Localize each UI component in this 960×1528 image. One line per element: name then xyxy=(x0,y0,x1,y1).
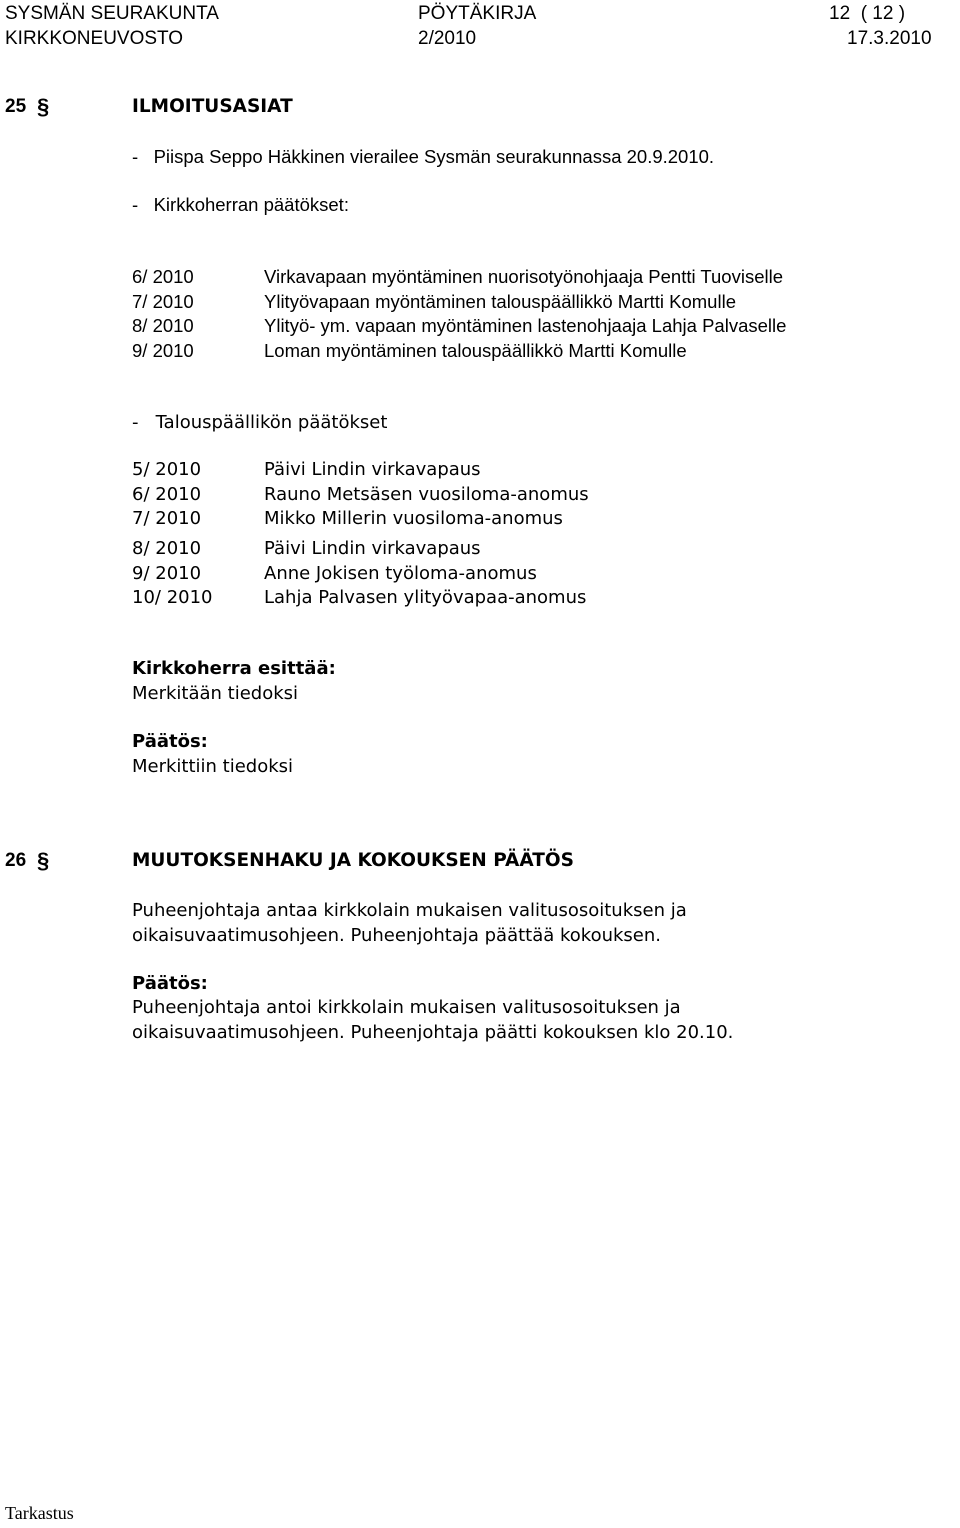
header-body: KIRKKONEUVOSTO xyxy=(5,28,184,49)
decision-number: 6/ 2010 xyxy=(132,266,194,287)
decision-number: 7/ 2010 xyxy=(132,508,202,529)
closing-decision-line-2: oikaisuvaatimusohjeen. Puheenjohtaja päätti kokouksen klo 20.10. xyxy=(132,1022,734,1043)
finance-decisions-list-b xyxy=(132,537,932,611)
decision-text: Mikko Millerin vuosiloma-anomus xyxy=(264,508,563,529)
decision-number: 5/ 2010 xyxy=(132,459,202,480)
decision-text: Loman myöntäminen talouspäällikkö Martti Komulle xyxy=(264,339,687,361)
decision-text: Ylityö- ym. vapaan myöntäminen lastenohjaaja Lahja Palvaselle xyxy=(264,315,787,336)
decision-text: Päivi Lindin virkavapaus xyxy=(264,538,481,559)
section-26-title: MUUTOKSENHAKU JA KOKOUKSEN PÄÄTÖS xyxy=(132,850,574,871)
announcement-finance-decisions-heading: - Talouspäällikön päätökset xyxy=(132,412,388,433)
list-item xyxy=(132,314,932,339)
decision-number: 8/ 2010 xyxy=(132,315,194,336)
list-item xyxy=(132,458,932,483)
list-item xyxy=(132,507,932,532)
decision-number: 9/ 2010 xyxy=(132,562,202,584)
decision-text: Lahja Palvasen ylityövapaa-anomus xyxy=(264,587,587,608)
list-item xyxy=(132,265,932,290)
decision-number: 8/ 2010 xyxy=(132,538,202,559)
announcement-vicar-decisions-heading: - Kirkkoherran päätökset: xyxy=(132,194,349,215)
section-26-symbol: § xyxy=(37,848,50,873)
list-item xyxy=(132,586,932,611)
closing-decision-line-1: Puheenjohtaja antoi kirkkolain mukaisen valitusosoituksen ja xyxy=(132,997,681,1018)
section-25-title: ILMOITUSASIAT xyxy=(132,96,293,117)
header-doc-type: PÖYTÄKIRJA xyxy=(418,3,537,24)
announcement-bishop-visit: - Piispa Seppo Häkkinen vierailee Sysmän seurakunnassa 20.9.2010. xyxy=(132,146,715,167)
proposal-text: Merkitään tiedoksi xyxy=(132,683,299,704)
section-25-symbol: § xyxy=(37,94,50,119)
header-date: 17.3.2010 xyxy=(847,28,932,49)
decision-text: Anne Jokisen työloma-anomus xyxy=(264,562,537,584)
decision-text: Rauno Metsäsen vuosiloma-anomus xyxy=(264,483,589,505)
list-item xyxy=(132,339,932,364)
proposal-label: Kirkkoherra esittää: xyxy=(132,658,336,679)
list-item xyxy=(132,537,932,562)
vicar-decisions-list xyxy=(132,265,932,363)
finance-decisions-list-a xyxy=(132,458,932,532)
header-page-number: 12 ( 12 ) xyxy=(829,3,906,24)
decision-text: Virkavapaan myöntäminen nuorisotyönohjaaja Pentti Tuoviselle xyxy=(264,266,784,287)
appeal-text-line-1: Puheenjohtaja antaa kirkkolain mukaisen valitusosoituksen ja xyxy=(132,900,687,921)
decision-number: 6/ 2010 xyxy=(132,483,202,505)
section-25-number: 25 xyxy=(5,96,27,117)
list-item xyxy=(132,562,932,587)
section-26-number: 26 xyxy=(5,850,27,871)
decision-text: Merkittiin tiedoksi xyxy=(132,756,294,777)
decision-number: 10/ 2010 xyxy=(132,587,213,608)
list-item xyxy=(132,483,932,508)
decision-label: Päätös: xyxy=(132,731,208,752)
header-meeting-number: 2/2010 xyxy=(418,28,477,49)
closing-decision-label: Päätös: xyxy=(132,973,208,994)
decision-number: 7/ 2010 xyxy=(132,290,194,312)
header-org: SYSMÄN SEURAKUNTA xyxy=(5,3,219,24)
decision-text: Päivi Lindin virkavapaus xyxy=(264,459,481,480)
decision-number: 9/ 2010 xyxy=(132,339,194,361)
list-item xyxy=(132,290,932,315)
footer-review-label: Tarkastus xyxy=(5,1503,74,1523)
decision-text: Ylityövapaan myöntäminen talouspäällikkö Martti Komulle xyxy=(264,290,736,312)
appeal-text-line-2: oikaisuvaatimusohjeen. Puheenjohtaja päättää kokouksen. xyxy=(132,925,662,946)
